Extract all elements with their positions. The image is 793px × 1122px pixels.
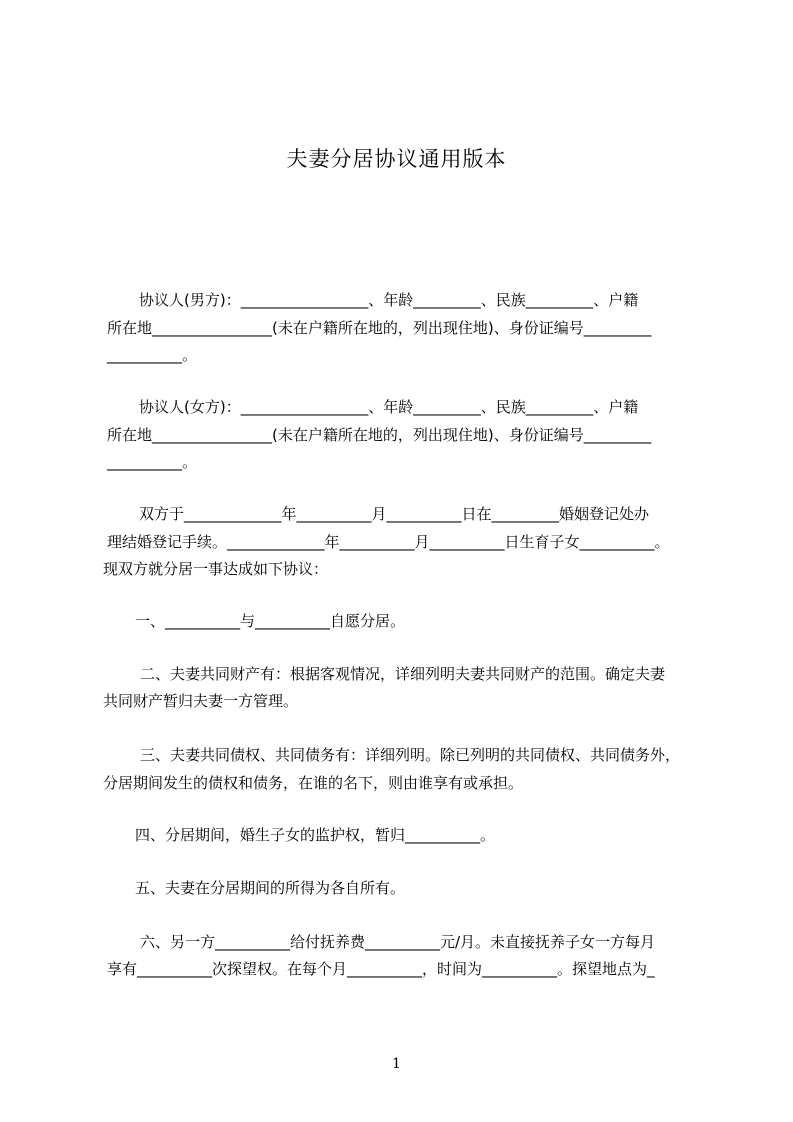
clause-1: 一、__________与__________自愿分居。 (135, 612, 406, 630)
clause-6-line-1: 六、另一方__________给付抚养费__________元/月。未直接抚养子女一方每月 (140, 933, 656, 951)
female-party-line-1: 协议人(女方)：_________________、年龄_________、民族_________、户籍 (139, 398, 639, 416)
page-number: 1 (392, 1056, 401, 1072)
clause-2-line-1: 二、夫妻共同财产有：根据客观情况，详细列明夫妻共同财产的范围。确定夫妻 (140, 665, 666, 683)
female-party-line-2: 所在地________________(未在户籍所在地的，列出现住地)、身份证编号_________ (107, 426, 652, 444)
clause-2-line-2: 共同财产暂归夫妻一方管理。 (103, 692, 299, 710)
male-party-line-1: 协议人(男方)：_________________、年龄_________、民族_________、户籍 (139, 291, 639, 309)
male-party-line-3: __________。 (107, 346, 198, 364)
marriage-line-3: 现双方就分居一事达成如下协议： (103, 560, 329, 578)
female-party-line-3: __________。 (107, 453, 198, 471)
marriage-line-2: 理结婚登记手续。_____________年__________月__________日生育子女__________。 (107, 533, 670, 551)
clause-3-line-1: 三、夫妻共同债权、共同债务有：详细列明。除已列明的共同债权、共同债务外， (140, 746, 681, 764)
clause-3-line-2: 分居期间发生的债权和债务，在谁的名下，则由谁享有或承担。 (103, 774, 524, 792)
clause-4: 四、分居期间，婚生子女的监护权，暂归__________。 (135, 826, 496, 844)
clause-6-line-2: 享有__________次探望权。在每个月__________，时间为__________。探望地点为_ (107, 960, 655, 978)
male-party-line-2: 所在地________________(未在户籍所在地的，列出现住地)、身份证编号_________ (107, 319, 652, 337)
page-title: 夫妻分居协议通用版本 (286, 147, 507, 171)
marriage-line-1: 双方于_____________年__________月__________日在_________婚姻登记处办 (139, 505, 650, 523)
clause-5: 五、夫妻在分居期间的所得为各自所有。 (135, 879, 406, 897)
